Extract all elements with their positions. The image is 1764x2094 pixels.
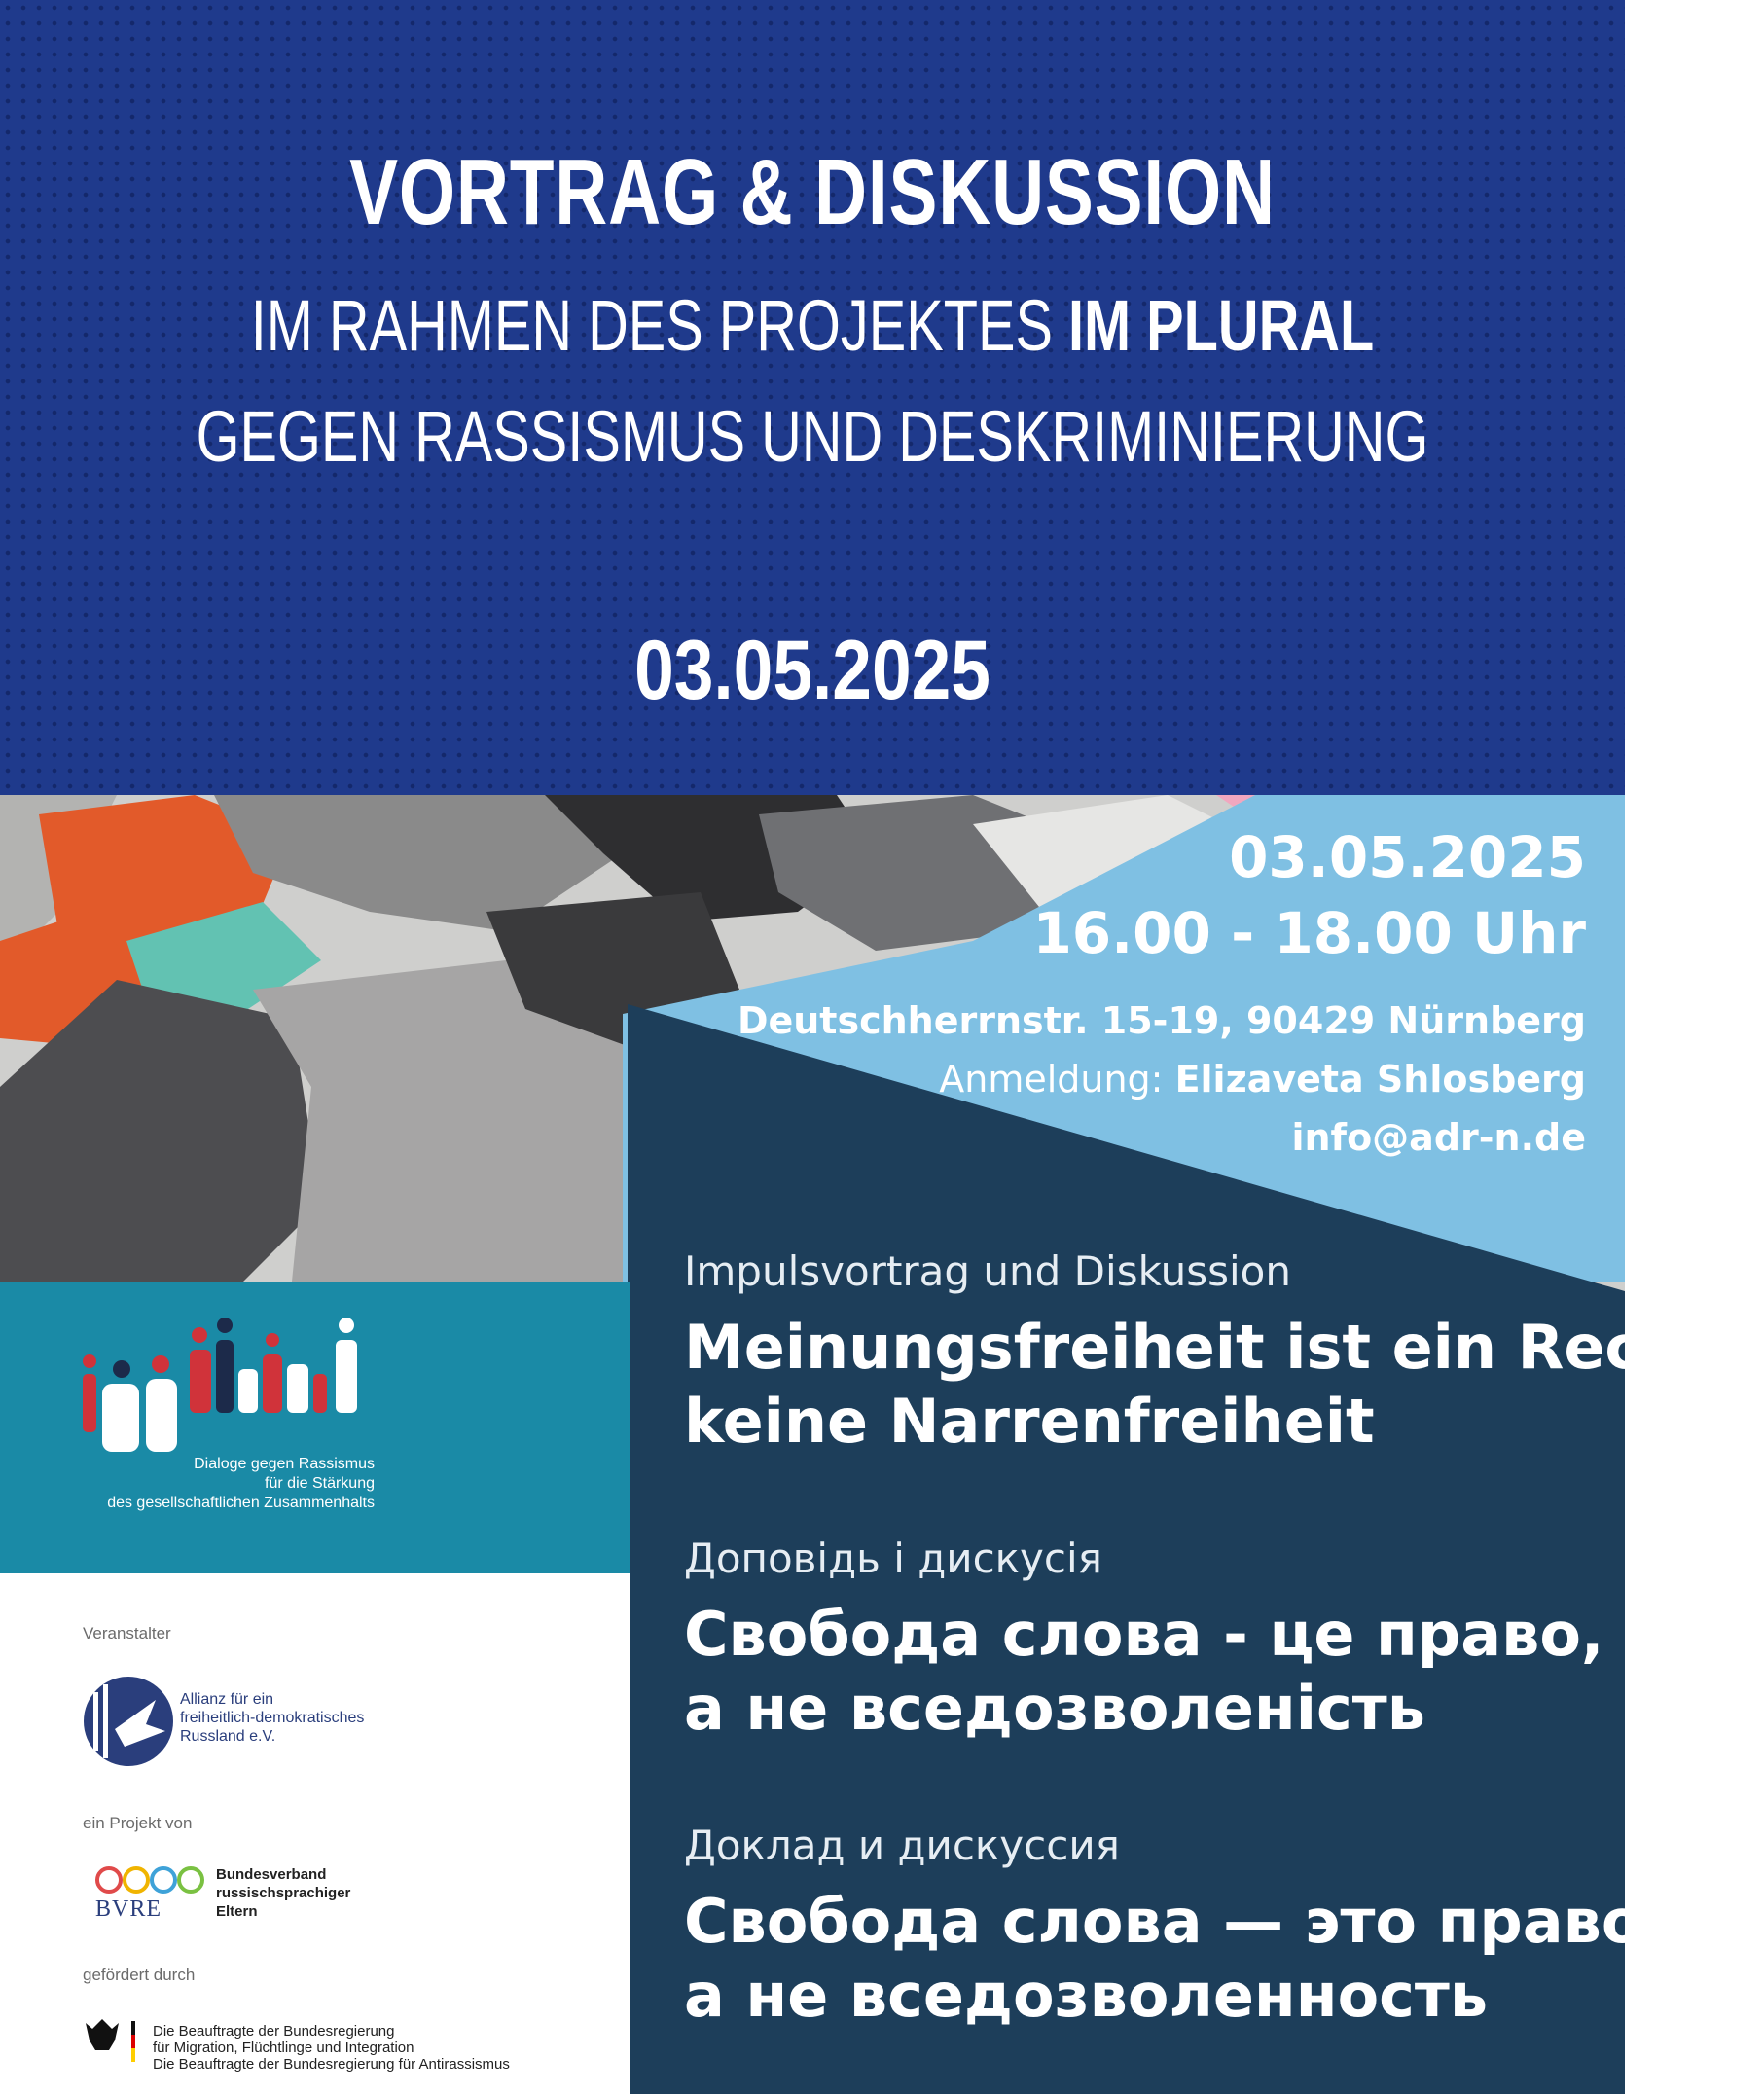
allianz-logo — [84, 1677, 173, 1766]
poster-registration — [939, 1058, 1586, 1101]
event-poster — [0, 795, 1764, 2094]
header-banner — [0, 0, 1625, 795]
poster-address: Deutschherrnstr. 15-19, 90429 Nürnberg — [737, 999, 1586, 1042]
funded-label: gefördert durch — [83, 1966, 196, 1984]
banner-subtitle-theme: GEGEN RASSISMUS UND DESKRIMINIERUNG — [196, 396, 1429, 477]
german-title-line-1: Meinungsfreiheit ist ein Recht – — [684, 1312, 1764, 1383]
plural-tagline-line-1: Dialoge gegen Rassismus — [194, 1456, 375, 1472]
organizer-label: Veranstalter — [83, 1624, 171, 1643]
banner-title: VORTRAG & DISKUSSION — [349, 140, 1276, 244]
organizer-line-2: freiheitlich-demokratisches — [180, 1710, 365, 1726]
russian-title — [684, 1885, 1666, 2033]
plural-tagline-line-3: des gesellschaftlichen Zusammenhalts — [107, 1495, 375, 1511]
russian-title-line-2: а не вседозволенность — [684, 1960, 1489, 2031]
bvre-line-2: russischsprachiger — [216, 1885, 351, 1901]
german-title-line-2: keine Narrenfreiheit — [684, 1386, 1375, 1457]
german-title — [684, 1311, 1764, 1459]
bvre-name — [216, 1865, 350, 1921]
ukrainian-title — [684, 1598, 1603, 1746]
bvre-line-3: Eltern — [216, 1903, 258, 1920]
russian-label: Доклад и дискуссия — [684, 1822, 1120, 1869]
registration-label: Anmeldung: — [939, 1058, 1175, 1101]
sponsor-panel — [0, 1573, 630, 2094]
poster-time: 16.00 - 18.00 Uhr — [1032, 900, 1586, 966]
bvre-line-1: Bundesverband — [216, 1866, 327, 1883]
poster-date: 03.05.2025 — [1229, 824, 1586, 890]
poster-email: info@adr-n.de — [1291, 1116, 1586, 1159]
organizer-line-3: Russland e.V. — [180, 1728, 276, 1745]
banner-subtitle-prefix: IM RAHMEN DES PROJEKTES — [250, 285, 1069, 366]
federal-line-1: Die Beauftragte der Bundesregierung — [153, 2023, 395, 2040]
federal-line-3: Die Beauftragte der Bundesregierung für Antirassismus — [153, 2056, 510, 2073]
ukrainian-label: Доповідь і дискусія — [684, 1534, 1102, 1582]
ukrainian-title-line-2: а не вседозволеність — [684, 1673, 1425, 1744]
german-label: Impulsvortrag und Diskussion — [684, 1247, 1291, 1295]
plural-tagline — [97, 1455, 375, 1513]
organizer-line-1: Allianz für ein — [180, 1691, 274, 1708]
registration-name: Elizaveta Shlosberg — [1174, 1058, 1586, 1101]
federal-line-2: für Migration, Flüchtlinge und Integration — [153, 2040, 414, 2056]
project-label: ein Projekt von — [83, 1814, 193, 1832]
banner-project-name: IM PLURAL — [1068, 285, 1375, 366]
ukrainian-title-line-1: Свобода слова - це право, — [684, 1599, 1604, 1670]
russian-title-line-1: Свобода слова — это право, — [684, 1886, 1667, 1957]
federal-sponsor — [153, 2023, 510, 2073]
plural-tagline-line-2: für die Stärkung — [265, 1475, 375, 1492]
bvre-wordmark: BVRE — [95, 1896, 162, 1922]
banner-date: 03.05.2025 — [634, 624, 990, 717]
banner-subtitle-project — [179, 284, 1447, 367]
organizer-name — [180, 1690, 364, 1746]
